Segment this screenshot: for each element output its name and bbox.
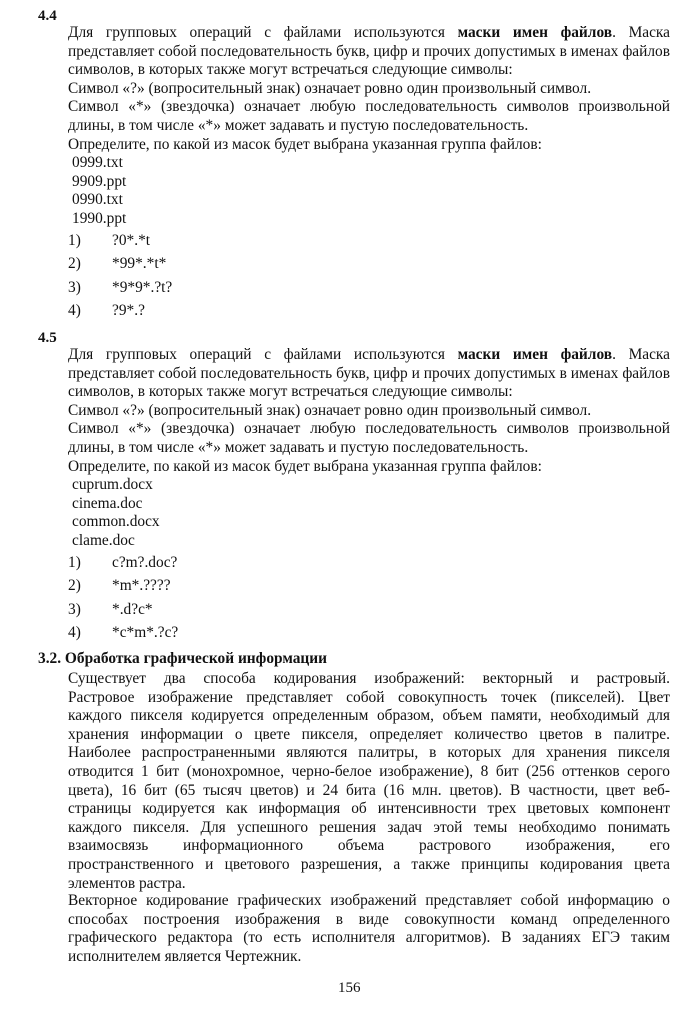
task-intro bbox=[68, 346, 670, 402]
option-mask: *m*.???? bbox=[112, 577, 171, 595]
task-question: Определите, по какой из масок будет выбрана указанная группа файлов: bbox=[68, 135, 542, 153]
option-mask: ?0*.*t bbox=[112, 231, 151, 249]
file-item: 0990.txt bbox=[72, 191, 123, 209]
rule-star: Символ «*» (звездочка) означает любую последовательность символов произвольной длины, в том числе «*» может задавать и пустую последовательность. bbox=[68, 98, 670, 134]
section-paragraph-2 bbox=[68, 892, 670, 966]
option-mask: *9*9*.?t? bbox=[112, 278, 173, 296]
task-intro bbox=[68, 24, 670, 80]
page-number: 156 bbox=[338, 980, 361, 996]
rule-star: Символ «*» (звездочка) означает любую последовательность символов произвольной длины, в том числе «*» может задавать и пустую последовательность. bbox=[68, 420, 670, 456]
section-heading: 3.2. Обработка графической информации bbox=[38, 650, 328, 667]
text-line: Растровое изображение представляет собой совокупность точек (пикселей). Цвет bbox=[68, 688, 670, 706]
option-item bbox=[68, 574, 670, 598]
text-line: каждого пикселя. Для успешного решения задач этой темы необходимо понимать bbox=[68, 818, 670, 836]
option-number: 1) bbox=[68, 231, 81, 249]
option-item bbox=[68, 598, 670, 622]
intro-text: Для групповых операций с файлами используются bbox=[68, 24, 458, 41]
task-4-5 bbox=[68, 346, 670, 645]
option-number: 2) bbox=[68, 255, 81, 273]
text-line: пространственного и цветового разрешения, а также принципы кодирования цвета bbox=[68, 855, 670, 873]
option-mask: *c*m*.?c? bbox=[112, 624, 179, 642]
option-number: 2) bbox=[68, 577, 81, 595]
option-item bbox=[68, 621, 670, 645]
file-item: 0999.txt bbox=[72, 154, 123, 172]
bold-term: маски имен файлов bbox=[457, 346, 613, 363]
option-mask: ?9*.? bbox=[112, 302, 145, 320]
intro-text-end: . Маска представляет собой последовательность букв, цифр и прочих допустимых в именах файлов символов, в которых также могут встречаться следующие символы: bbox=[68, 346, 671, 401]
text-line: Существует два способа кодирования изображений: векторный и растровый. bbox=[68, 670, 670, 687]
file-item: clame.doc bbox=[72, 531, 135, 549]
option-number: 3) bbox=[68, 600, 81, 618]
option-number: 4) bbox=[68, 302, 81, 320]
text-line: хранения информации о цвете пикселя, определяет количество цветов в палитре. bbox=[68, 725, 670, 743]
option-item bbox=[68, 299, 670, 323]
section-paragraph-1 bbox=[68, 670, 670, 893]
option-number: 3) bbox=[68, 278, 81, 296]
option-mask: c?m?.doc? bbox=[112, 553, 178, 571]
text-line: Наиболее распространенными являются палитры, в которых для хранения пикселя bbox=[68, 744, 670, 762]
option-item bbox=[68, 252, 670, 276]
text-line: способах построения изображения в виде совокупности команд определенного bbox=[68, 910, 670, 928]
intro-text-end: . Маска представляет собой последовательность букв, цифр и прочих допустимых в именах файлов символов, в которых также могут встречаться следующие символы: bbox=[68, 24, 671, 79]
text-line: исполнителем является Чертежник. bbox=[68, 947, 302, 965]
text-line: каждого пикселя кодируется определенным образом, объем памяти, необходимый для bbox=[68, 707, 670, 725]
file-item: cuprum.docx bbox=[72, 476, 153, 494]
task-question: Определите, по какой из масок будет выбрана указанная группа файлов: bbox=[68, 457, 542, 475]
text-line: отводится 1 бит (монохромное, черно-белое изображение), 8 бит (256 оттенков серого bbox=[68, 762, 670, 780]
option-item bbox=[68, 551, 670, 575]
file-item: 1990.ppt bbox=[72, 209, 127, 227]
rule-question: Символ «?» (вопросительный знак) означает ровно один произвольный символ. bbox=[68, 401, 592, 419]
task-4-4 bbox=[68, 24, 670, 323]
option-item bbox=[68, 229, 670, 253]
text-line: элементов растра. bbox=[68, 874, 186, 892]
text-line: страницы кодируется как информация об интенсивности трех цветовых компонент bbox=[68, 800, 670, 818]
file-item: 9909.ppt bbox=[72, 172, 127, 190]
intro-text: Для групповых операций с файлами используются bbox=[68, 346, 458, 363]
option-mask: *99*.*t* bbox=[112, 255, 167, 273]
option-list bbox=[68, 551, 670, 645]
file-list bbox=[68, 154, 670, 228]
option-number: 1) bbox=[68, 553, 81, 571]
file-list bbox=[68, 476, 670, 550]
option-number: 4) bbox=[68, 624, 81, 642]
file-item: cinema.doc bbox=[72, 494, 143, 512]
text-line: цвета), 16 бит (65 тысяч цветов) и 24 бита (16 млн. цветов). В частности, цвет веб- bbox=[68, 781, 670, 799]
text-line: взаимосвязь информационного объема растрового изображения, его bbox=[68, 837, 670, 855]
option-mask: *.d?c* bbox=[112, 600, 153, 618]
task-number: 4.5 bbox=[38, 330, 57, 346]
text-line: Векторное кодирование графических изображений представляет собой информацию о bbox=[68, 892, 670, 909]
option-item bbox=[68, 276, 670, 300]
file-item: common.docx bbox=[72, 513, 160, 531]
task-number: 4.4 bbox=[38, 8, 57, 24]
option-list bbox=[68, 229, 670, 323]
text-line: графического редактора (то есть исполнителя алгоритмов). В заданиях ЕГЭ таким bbox=[68, 929, 670, 947]
bold-term: маски имен файлов bbox=[457, 24, 613, 41]
rule-question: Символ «?» (вопросительный знак) означает ровно один произвольный символ. bbox=[68, 79, 592, 97]
